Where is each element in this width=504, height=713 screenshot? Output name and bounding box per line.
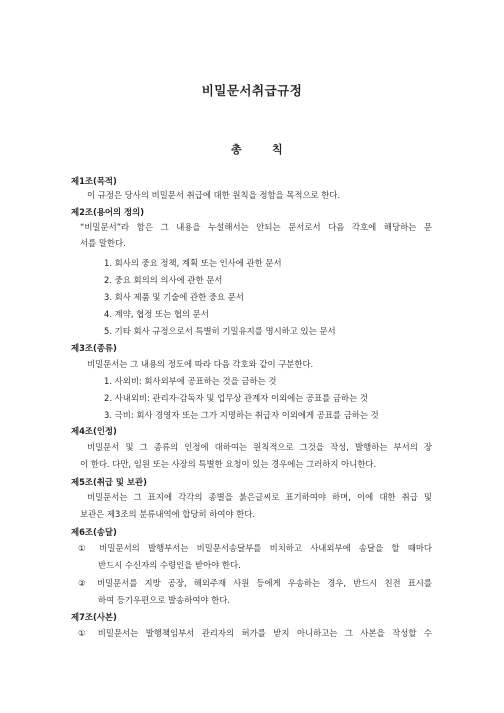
- chapter-heading: [0, 141, 504, 155]
- article-heading-5: 제5조(취급 및 보관): [71, 477, 147, 487]
- article-3-text: 비밀문서는 그 내용의 정도에 따라 다음 각호와 같이 구분한다.: [87, 359, 314, 369]
- article-1-text: 이 규정은 당사의 비밀문서 취급에 대한 원칙을 정함을 목적으로 한다.: [87, 190, 341, 200]
- article-heading-2: 제2조(용어의 정의): [71, 207, 145, 217]
- article-heading-6: 제6조(송달): [71, 527, 117, 537]
- article-7-clause-1: ① 비밀문서는 발행책임부서 관리자의 허가를 받지 아니하고는 그 사본을 작성할 수: [78, 628, 432, 638]
- article-4-text-cont: 이 한다. 다만, 임원 또는 사장의 특별한 요청이 있는 경우에는 그러하지 아니한다.: [80, 459, 377, 469]
- document-title: 비밀문서취급규정: [201, 83, 303, 98]
- article-6-clause-2: ② 비밀문서를 지방 공장, 해외주재 사원 등에게 우송하는 경우, 반드시 친전 표시를: [78, 578, 432, 588]
- article-2-text: “비밀문서”라 함은 그 내용을 누설해서는 안되는 문서로서 다음 각호에 해당하는 문: [80, 222, 432, 232]
- article-6-clause-1: ① 비밀문서의 발행부서는 비밀문서송달부를 비치하고 사내외부에 송달을 할 때마다: [78, 543, 432, 553]
- article-5-text: 비밀문서는 그 표지에 각각의 종별을 붉은글씨로 표기하여야 하며, 이에 대한 취급 및: [87, 492, 432, 502]
- chapter-heading-part: 총: [231, 143, 242, 156]
- article-heading-1: 제1조(목적): [71, 176, 117, 186]
- list-item: 2. 사내외비: 관리자·감독자 및 업무상 관계자 이외에는 공표를 금하는 것: [104, 393, 368, 403]
- article-heading-4: 제4조(인정): [71, 426, 117, 436]
- article-heading-3: 제3조(종류): [71, 343, 117, 353]
- list-item: 4. 계약, 협정 또는 협의 문서: [104, 309, 209, 319]
- article-heading-7: 제7조(사본): [71, 612, 117, 622]
- article-6-clause-2-cont: 하여 등기우편으로 발송하여야 한다.: [98, 595, 231, 605]
- list-item: 1. 회사의 중요 정책, 계획 또는 인사에 관한 문서: [104, 258, 282, 268]
- article-4-text: 비밀문서 및 그 종류의 인정에 대하여는 원칙적으로 그것을 작성, 발행하는 부서의 장: [87, 442, 432, 452]
- chapter-heading-part: 칙: [272, 143, 283, 156]
- list-item: 3. 회사 제품 및 기술에 관한 중요 문서: [104, 292, 244, 302]
- article-5-text-cont: 보관은 제3조의 분류내역에 합당히 하여야 한다.: [80, 509, 256, 519]
- article-2-text-cont: 서를 말한다.: [80, 238, 126, 248]
- list-item: 5. 기타 회사 규정으로서 특별히 기밀유지를 명시하고 있는 문서: [104, 326, 336, 336]
- list-item: 1. 사외비: 회사외부에 공표하는 것을 금하는 것: [104, 376, 277, 386]
- list-item: 3. 극비: 회사 경영자 또는 그가 지명하는 취급자 이외에게 공표를 금하는 것: [104, 410, 379, 420]
- article-6-clause-1-cont: 반드시 수신자의 수령인을 받아야 한다.: [98, 560, 241, 570]
- list-item: 2. 중요 회의의 의사에 관한 문서: [104, 275, 223, 285]
